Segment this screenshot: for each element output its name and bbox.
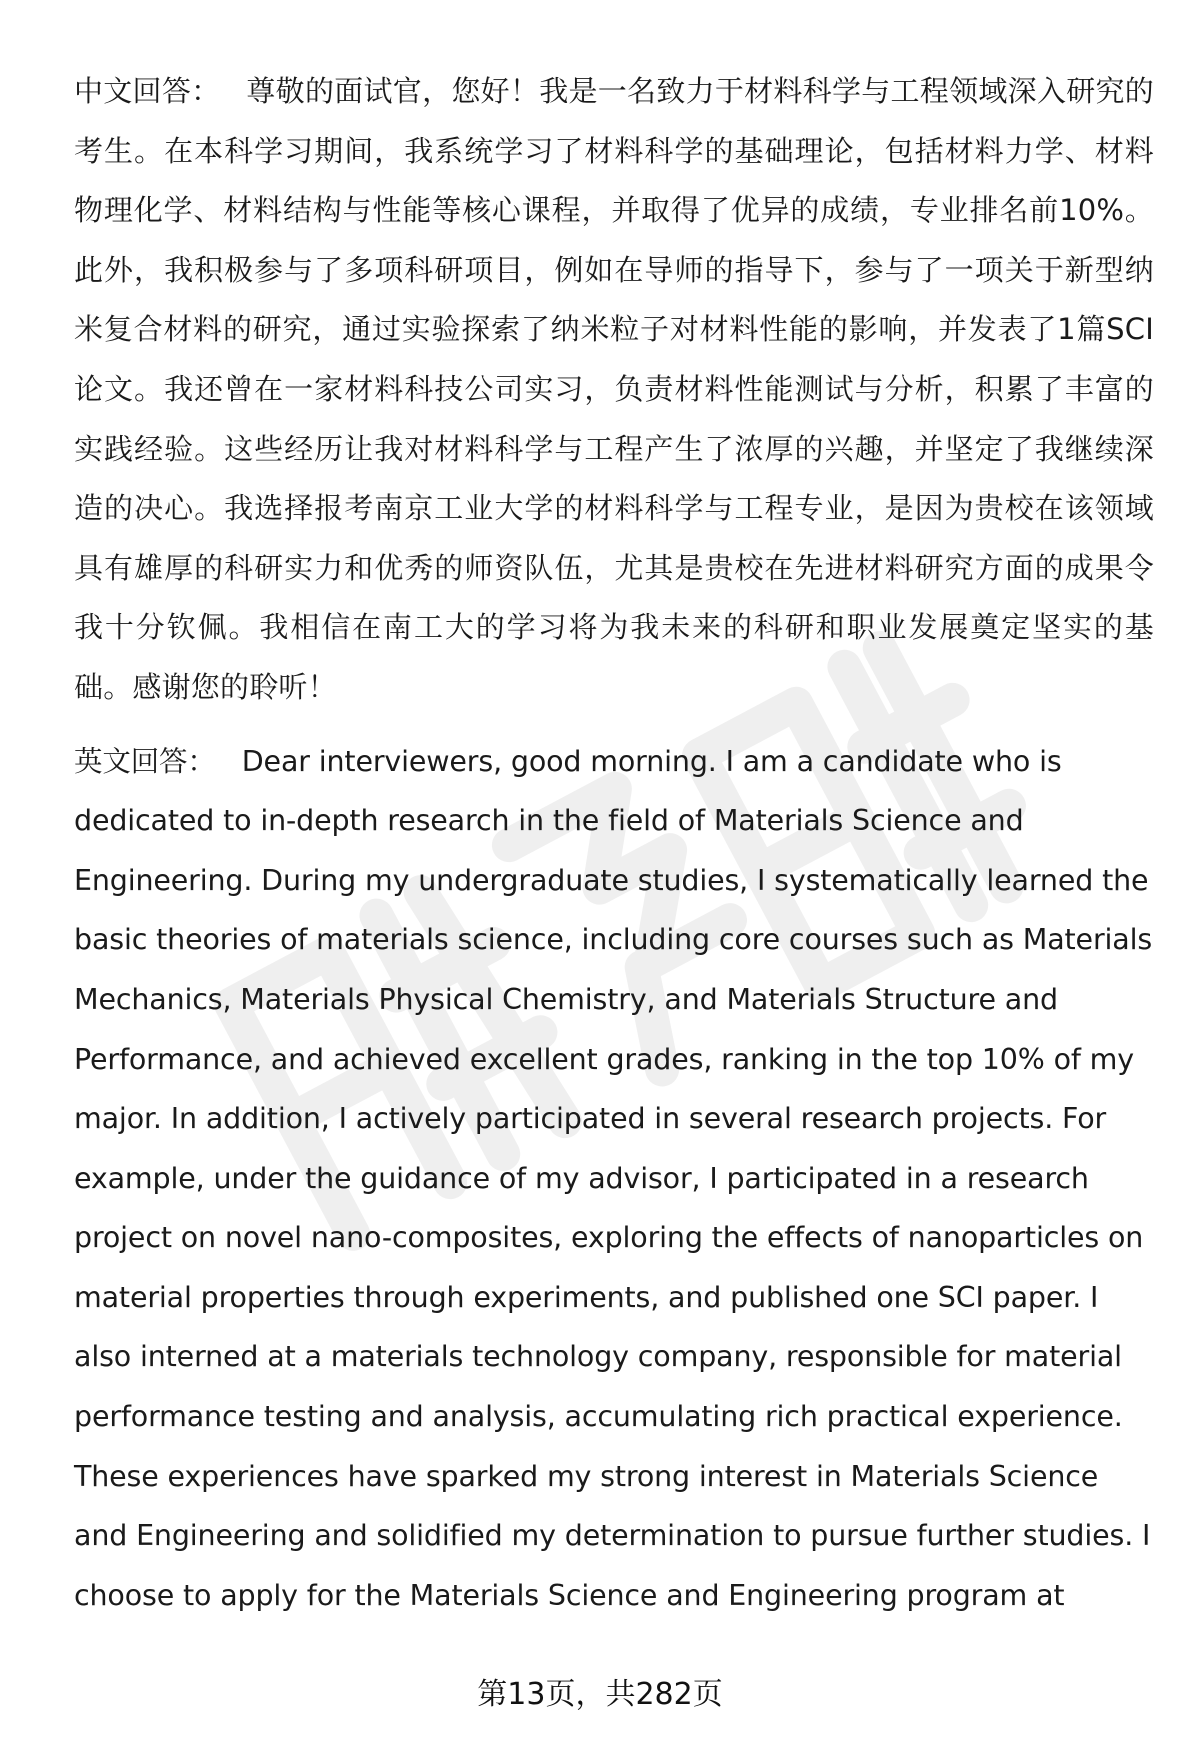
chinese-answer-label: 中文回答： (74, 74, 221, 108)
english-answer-label: 英文回答： (74, 744, 216, 778)
english-answer-text: Dear interviewers, good morning. I am a candidate who is dedicated to in-depth research in the field of Materials Science and Engineering. During my undergraduate studies, I systematically learned the basic theories of materials science, including core courses such as Materials Mechanics, Materials Physical Chemistry, and Materials Structure and Performance, and achieved excellent grades, ranking in the top 10% of my major. In addition, I actively participated in several research projects. For example, under the guidance of my advisor, I participated in a research project on novel nano-composites, exploring the effects of nanoparticles on material properties through experiments, and published one SCI paper. I also interned at a materials technology company, responsible for material performance testing and analysis, accumulating rich practical experience. These experiences have sparked my strong interest in Materials Science and Engineering and solidified my determination to pursue further studies. I choose to apply for the Materials Science and Engineering program at (74, 744, 1153, 1612)
page-number-footer: 第13页，共282页 (477, 1677, 723, 1712)
chinese-answer-text: 尊敬的面试官，您好！我是一名致力于材料科学与工程领域深入研究的考生。在本科学习期间，我系统学习了材料科学的基础理论，包括材料力学、材料物理化学、材料结构与性能等核心课程，并取得了优异的成绩，专业排名前10%。此外，我积极参与了多项科研项目，例如在导师的指导下，参与了一项关于新型纳米复合材料的研究，通过实验探索了纳米粒子对材料性能的影响，并发表了1篇SCI论文。我还曾在一家材料科技公司实习，负责材料性能测试与分析，积累了丰富的实践经验。这些经历让我对材料科学与工程产生了浓厚的兴趣，并坚定了我继续深造的决心。我选择报考南京工业大学的材料科学与工程专业，是因为贵校在该领域具有雄厚的科研实力和优秀的师资队伍，尤其是贵校在先进材料研究方面的成果令我十分钦佩。我相信在南工大的学习将为我未来的科研和职业发展奠定坚实的基础。感谢您的聆听！ (74, 74, 1154, 704)
document-body (74, 62, 1154, 1625)
chinese-answer-paragraph (74, 62, 1154, 718)
english-answer-paragraph (74, 732, 1154, 1626)
